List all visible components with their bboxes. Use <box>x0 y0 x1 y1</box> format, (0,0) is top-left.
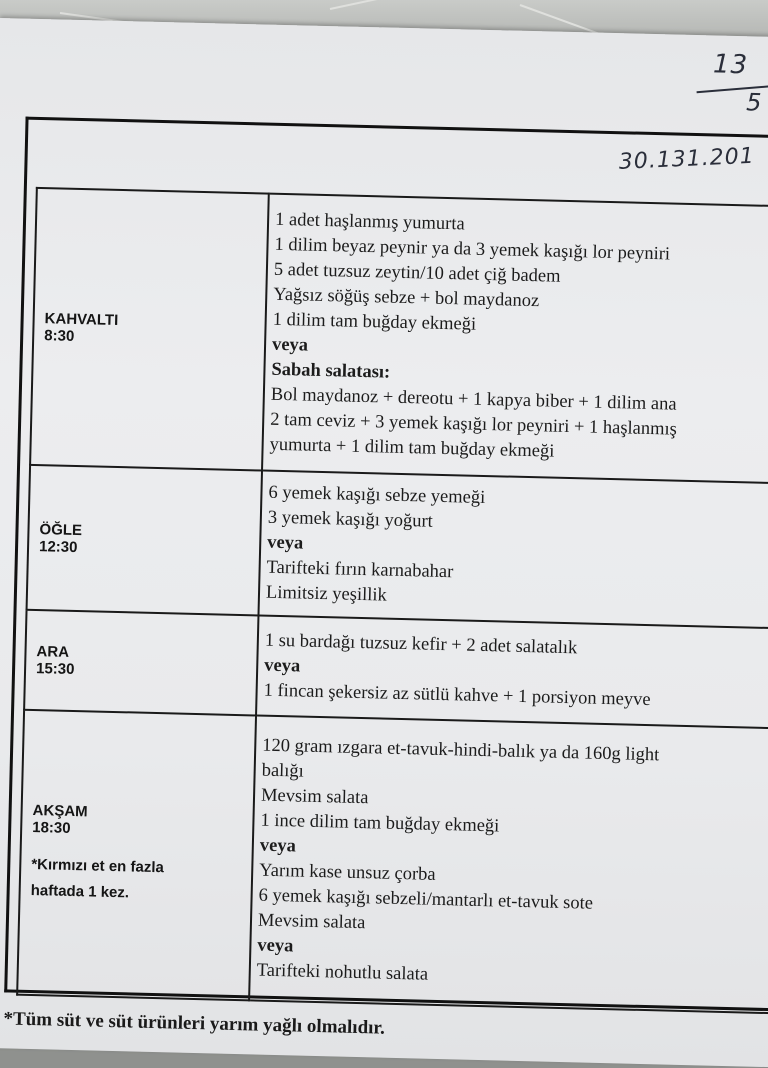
meal-line: 1 su bardağı tuzsuz kefir + 2 adet salatalık <box>264 630 578 658</box>
meal-label-cell <box>17 710 256 1001</box>
meal-time: 8:30 <box>44 326 75 345</box>
meal-content-cell <box>249 715 768 1013</box>
meal-time: 12:30 <box>38 537 78 556</box>
meal-line: Yağsız söğüş sebze + bol maydanoz <box>273 284 540 311</box>
meal-line: 1 fincan şekersiz az sütlü kahve + 1 porsiyon meyve <box>263 680 651 710</box>
meal-line-emphasis: veya <box>267 532 304 554</box>
meal-line: Tarifteki nohutlu salata <box>256 960 429 985</box>
meal-content-cell <box>262 194 768 484</box>
meal-row <box>17 710 768 1013</box>
meal-name: ARA <box>36 643 70 661</box>
meal-content-cell <box>256 615 768 728</box>
meal-line: 6 yemek kaşığı sebze yemeği <box>268 482 486 508</box>
handwritten-page-number-second: 5 <box>745 88 763 117</box>
meal-line: 1 ince dilim tam buğday ekmeği <box>260 810 500 836</box>
meal-name: AKŞAM <box>32 801 88 820</box>
meal-line: 1 adet haşlanmış yumurta <box>274 209 465 234</box>
meal-row <box>24 610 768 728</box>
meal-plan-table <box>16 187 768 1014</box>
meal-line-emphasis: Sabah salatası: <box>271 359 391 383</box>
meal-line: Mevsim salata <box>260 785 369 808</box>
meal-label-cell <box>24 610 258 716</box>
meal-line: Limitsiz yeşillik <box>265 582 388 606</box>
diet-sheet <box>0 18 768 1067</box>
meal-content-cell <box>258 471 768 629</box>
handwritten-date: 30.131.201 <box>618 143 756 175</box>
meal-line: 5 adet tuzsuz zeytin/10 adet çiğ badem <box>273 259 561 287</box>
meal-line: Bol maydanoz + dereotu + 1 kapya biber + 1 dilim ana <box>270 384 677 415</box>
surface-crack <box>330 0 448 10</box>
meal-label-cell <box>30 188 269 471</box>
meal-time: 18:30 <box>32 818 71 837</box>
meal-name: ÖĞLE <box>39 520 83 539</box>
meal-name: KAHVALTI <box>44 309 119 329</box>
meal-line: balığı <box>261 760 305 782</box>
meal-line: 3 yemek kaşığı yoğurt <box>267 507 434 532</box>
meal-line: Tarifteki fırın karnabahar <box>266 557 454 583</box>
footnote: *Tüm süt ve süt ürünleri yarım yağlı olmalıdır. <box>3 1008 386 1039</box>
meal-line-emphasis: veya <box>257 935 294 956</box>
meal-line: 6 yemek kaşığı sebzeli/mantarlı et-tavuk sote <box>258 885 594 914</box>
meal-time: 15:30 <box>35 660 75 679</box>
meal-line-emphasis: veya <box>264 655 301 677</box>
meal-row <box>27 465 768 628</box>
meal-line: 120 gram ızgara et-tavuk-hindi-balık ya da 160g light <box>262 735 660 765</box>
meal-line: 2 tam ceviz + 3 yemek kaşığı lor peyniri + 1 haşlanmış <box>270 409 678 440</box>
meal-line: Yarım kase unsuz çorba <box>259 860 436 885</box>
handwritten-page-number: 13 <box>712 49 749 81</box>
meal-note: *Kırmızı et en fazla haftada 1 kez. <box>30 855 165 901</box>
meal-line: yumurta + 1 dilim tam buğday ekmeği <box>269 434 555 462</box>
meal-line: Mevsim salata <box>257 910 366 933</box>
meal-row <box>30 188 768 483</box>
meal-line: 1 dilim tam buğday ekmeği <box>272 309 477 335</box>
meal-line-emphasis: veya <box>259 835 297 856</box>
meal-line: 1 dilim beyaz peynir ya da 3 yemek kaşığı lor peyniri <box>274 234 671 264</box>
meal-line-emphasis: veya <box>271 334 309 356</box>
meal-label-cell <box>27 465 262 616</box>
